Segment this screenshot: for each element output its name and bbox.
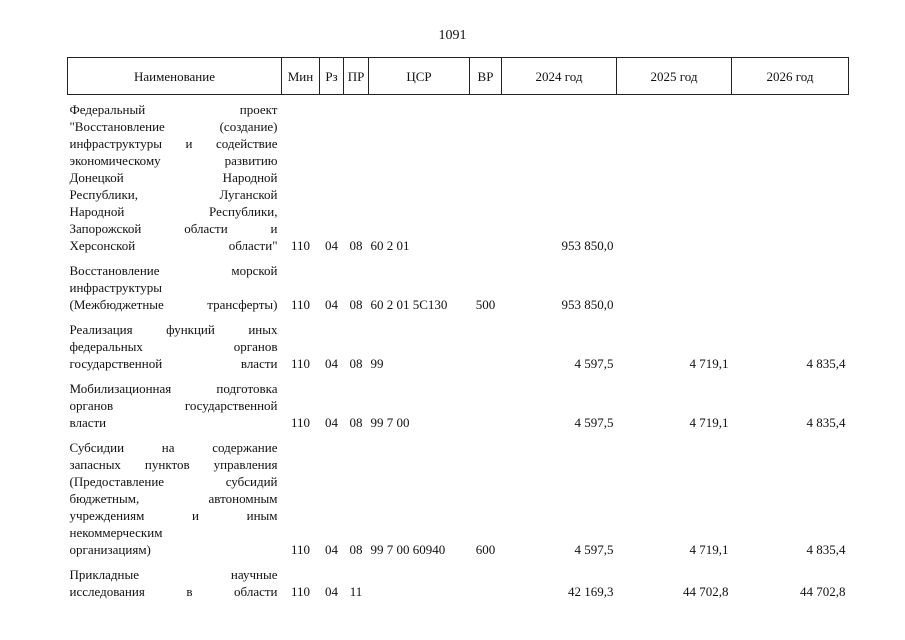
row-name-line: Восстановление морской	[69, 263, 278, 278]
row-name-line: учреждениям и иным	[69, 508, 278, 523]
row-name	[68, 95, 282, 255]
row-amount-2026: 4 835,4	[806, 415, 846, 430]
row-rz: 04	[325, 297, 338, 312]
row-pr: 08	[349, 297, 363, 312]
row-min: 110	[290, 356, 311, 371]
row-csr	[369, 558, 470, 600]
row-amount-2025: 4 719,1	[689, 356, 729, 371]
row-amount-2026	[732, 95, 849, 255]
row-pr: 08	[349, 415, 363, 430]
row-amount-2024: 4 597,5	[574, 415, 614, 430]
row-vr: 500	[475, 297, 496, 312]
row-pr: 08	[349, 238, 363, 253]
col-header-2026: 2026 год	[732, 58, 849, 95]
row-name-line: государственной власти	[69, 356, 278, 371]
row-csr: 99 7 00	[370, 415, 410, 430]
row-name-line: Реализация функций иных	[69, 322, 278, 337]
page-number: 1091	[438, 28, 467, 43]
row-name	[68, 372, 282, 431]
row-pr: 08	[349, 356, 363, 371]
row-name-line: экономическому развитию	[69, 153, 278, 168]
row-amount-2024: 42 169,3	[568, 584, 614, 599]
row-name-line: инфраструктуры и содействие	[69, 136, 278, 151]
row-rz: 04	[325, 542, 338, 557]
col-header-csr: ЦСР	[369, 58, 470, 95]
row-amount-2026: 4 835,4	[806, 356, 846, 371]
table-row	[68, 431, 849, 558]
table-header-row	[68, 58, 849, 95]
budget-table	[67, 57, 849, 600]
col-header-pr: ПР	[344, 58, 369, 95]
row-amount-2024: 953 850,0	[561, 238, 614, 253]
table-row	[68, 254, 849, 313]
col-header-2024: 2024 год	[502, 58, 617, 95]
row-name-line: Федеральный проект	[69, 102, 278, 117]
row-min: 110	[290, 297, 311, 312]
table-row	[68, 313, 849, 372]
row-amount-2024: 4 597,5	[574, 356, 614, 371]
row-name-line: Субсидии на содержание	[69, 440, 278, 455]
row-name-line: Донецкой Народной	[69, 170, 278, 185]
row-name-line: некоммерческим	[69, 525, 163, 540]
row-name	[68, 431, 282, 558]
row-name-line: власти	[69, 415, 107, 430]
row-rz: 04	[325, 584, 338, 599]
row-csr: 99	[370, 356, 384, 371]
col-header-rz: Рз	[320, 58, 344, 95]
row-min: 110	[290, 238, 311, 253]
row-vr	[470, 313, 502, 372]
row-name-line: бюджетным, автономным	[69, 491, 278, 506]
row-min: 110	[290, 542, 311, 557]
row-amount-2025: 44 702,8	[683, 584, 729, 599]
row-name	[68, 558, 282, 600]
col-header-name: Наименование	[68, 58, 282, 95]
row-name-line: Херсонской области"	[69, 238, 278, 253]
row-rz: 04	[325, 356, 338, 371]
row-amount-2024: 953 850,0	[561, 297, 614, 312]
row-amount-2025: 4 719,1	[689, 542, 729, 557]
table-row	[68, 95, 849, 255]
row-name-line: Запорожской области и	[69, 221, 278, 236]
row-name-line: "Восстановление (создание)	[69, 119, 278, 134]
row-name	[68, 254, 282, 313]
row-rz: 04	[325, 415, 338, 430]
row-vr: 600	[475, 542, 496, 557]
row-min: 110	[290, 415, 311, 430]
table-row	[68, 372, 849, 431]
row-csr: 60 2 01 5С130	[370, 297, 448, 312]
row-name-line: Прикладные научные	[69, 567, 278, 582]
row-min: 110	[290, 584, 311, 599]
row-name-line: Мобилизационная подготовка	[69, 381, 278, 396]
row-rz: 04	[325, 238, 338, 253]
row-name-line: инфраструктуры	[69, 280, 162, 295]
row-amount-2026: 44 702,8	[800, 584, 846, 599]
row-name-line: организациям)	[69, 542, 151, 557]
row-name-line: исследования в области	[69, 584, 278, 599]
row-amount-2026	[732, 254, 849, 313]
row-pr: 11	[349, 584, 363, 599]
row-name-line: федеральных органов	[69, 339, 278, 354]
col-header-min: Мин	[282, 58, 320, 95]
row-amount-2026: 4 835,4	[806, 542, 846, 557]
row-amount-2024: 4 597,5	[574, 542, 614, 557]
row-name-line: (Межбюджетные трансферты)	[69, 297, 278, 312]
row-vr	[470, 372, 502, 431]
row-amount-2025	[617, 95, 732, 255]
row-name-line: органов государственной	[69, 398, 278, 413]
row-name-line: запасных пунктов управления	[69, 457, 278, 472]
row-name-line: Народной Республики,	[69, 204, 278, 219]
row-vr	[470, 558, 502, 600]
row-name	[68, 313, 282, 372]
col-header-vr: ВР	[470, 58, 502, 95]
row-name-line: (Предоставление субсидий	[69, 474, 278, 489]
row-vr	[470, 95, 502, 255]
table-row	[68, 558, 849, 600]
row-amount-2025	[617, 254, 732, 313]
col-header-2025: 2025 год	[617, 58, 732, 95]
row-amount-2025: 4 719,1	[689, 415, 729, 430]
row-csr: 99 7 00 60940	[370, 542, 446, 557]
row-csr: 60 2 01	[370, 238, 410, 253]
row-name-line: Республики, Луганской	[69, 187, 278, 202]
row-pr: 08	[349, 542, 363, 557]
